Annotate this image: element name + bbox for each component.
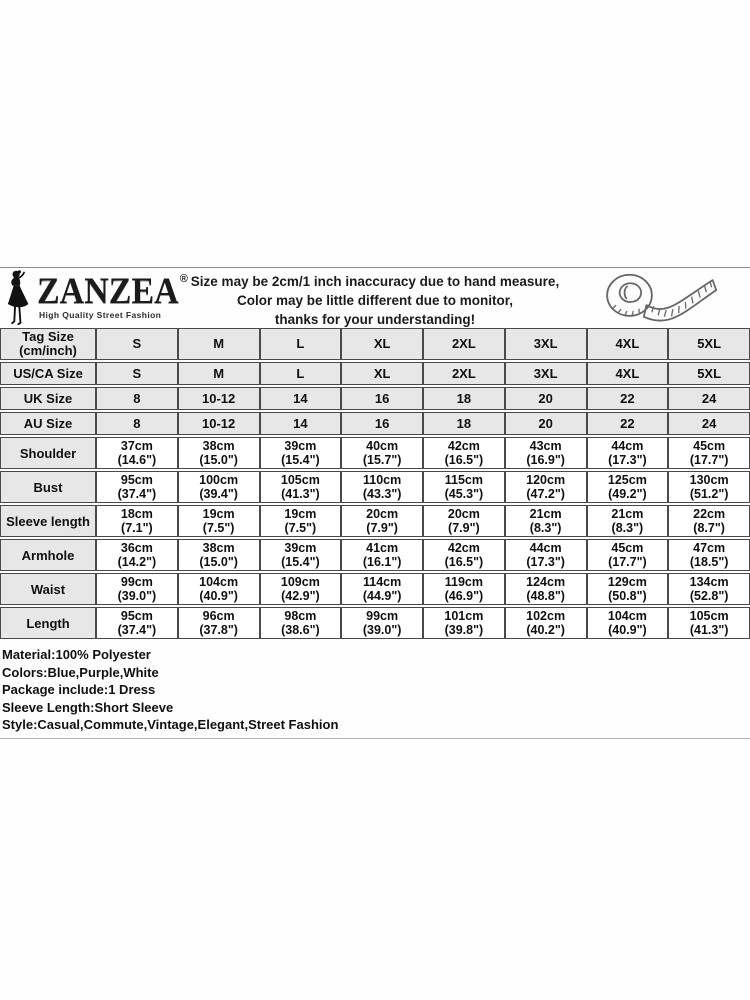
table-row bbox=[0, 607, 750, 639]
product-info-package: Package include:1 Dress bbox=[2, 682, 156, 697]
size-cell-line: (44.9") bbox=[362, 589, 402, 603]
row-label bbox=[0, 437, 96, 469]
size-cell bbox=[341, 387, 423, 410]
size-cell-line: (8.3") bbox=[529, 521, 562, 535]
size-cell bbox=[587, 607, 669, 639]
size-cell bbox=[341, 539, 423, 571]
size-cell-line: 124cm bbox=[526, 574, 566, 589]
disclaimer-line: Color may be little different due to monitor, bbox=[236, 293, 514, 308]
size-cell-line: (46.9") bbox=[444, 589, 484, 603]
table-row bbox=[0, 539, 750, 571]
size-cell-line: 3XL bbox=[533, 366, 558, 381]
row-label-line: AU Size bbox=[23, 416, 73, 431]
size-cell-line: (40.9") bbox=[608, 623, 647, 637]
size-cell bbox=[587, 412, 669, 435]
size-cell bbox=[505, 505, 587, 537]
size-cell-line: 10-12 bbox=[202, 391, 236, 406]
size-cell bbox=[505, 539, 587, 571]
size-cell-line: (37.8") bbox=[199, 623, 238, 637]
size-cell bbox=[505, 607, 587, 639]
size-chart-table bbox=[0, 326, 750, 641]
size-cell-line: 20 bbox=[538, 416, 553, 431]
size-cell-line: 104cm bbox=[199, 574, 239, 589]
size-cell bbox=[668, 412, 750, 435]
product-info bbox=[2, 646, 338, 734]
size-cell-line: (37.4") bbox=[117, 487, 157, 501]
size-cell-line: (39.0") bbox=[362, 623, 402, 637]
size-cell bbox=[260, 387, 342, 410]
size-cell bbox=[341, 573, 423, 605]
size-cell-line: (7.5") bbox=[202, 521, 235, 535]
table-row bbox=[0, 471, 750, 503]
size-cell bbox=[587, 387, 669, 410]
size-cell bbox=[668, 607, 750, 639]
header bbox=[0, 269, 750, 325]
row-label bbox=[0, 328, 96, 360]
size-cell-line: (15.0") bbox=[199, 453, 238, 467]
brand-text-block bbox=[37, 271, 188, 320]
size-cell bbox=[178, 573, 260, 605]
size-cell-line: 18 bbox=[456, 416, 472, 431]
size-cell-line: (16.5") bbox=[444, 453, 484, 467]
size-cell-line: 20 bbox=[538, 391, 553, 406]
size-cell-line: 22cm bbox=[693, 506, 726, 521]
size-cell bbox=[423, 362, 505, 385]
size-cell-line: (8.7") bbox=[693, 521, 725, 535]
size-cell bbox=[668, 539, 750, 571]
row-label bbox=[0, 573, 96, 605]
size-cell bbox=[341, 412, 423, 435]
size-cell-line: (8.3") bbox=[611, 521, 644, 535]
size-cell-line: (17.3") bbox=[526, 555, 565, 569]
size-cell-line: (48.8") bbox=[526, 589, 565, 603]
size-cell bbox=[260, 362, 342, 385]
table-row bbox=[0, 573, 750, 605]
size-cell-line: 134cm bbox=[689, 574, 729, 589]
size-cell-line: (16.5") bbox=[444, 555, 484, 569]
size-cell-line: L bbox=[296, 336, 305, 351]
size-cell-line: 3XL bbox=[533, 336, 558, 351]
size-cell bbox=[505, 328, 587, 360]
row-label bbox=[0, 539, 96, 571]
table-row bbox=[0, 437, 750, 469]
size-cell bbox=[96, 505, 178, 537]
size-cell-line: XL bbox=[373, 366, 391, 381]
size-cell-line: 130cm bbox=[689, 472, 729, 487]
size-cell bbox=[587, 362, 669, 385]
size-cell bbox=[178, 328, 260, 360]
size-cell bbox=[505, 573, 587, 605]
size-cell-line: 45cm bbox=[611, 540, 644, 555]
size-cell-line: 100cm bbox=[199, 472, 239, 487]
size-cell-line: 129cm bbox=[607, 574, 647, 589]
size-cell-line: 21cm bbox=[611, 506, 644, 521]
size-cell-line: 5XL bbox=[697, 366, 722, 381]
size-cell bbox=[96, 573, 178, 605]
size-cell bbox=[505, 362, 587, 385]
size-cell bbox=[178, 412, 260, 435]
size-cell-line: 115cm bbox=[444, 472, 483, 487]
size-cell-line: 98cm bbox=[284, 608, 317, 623]
size-cell bbox=[505, 387, 587, 410]
size-cell-line: 2XL bbox=[451, 366, 476, 381]
size-cell bbox=[341, 437, 423, 469]
size-cell-line: (38.6") bbox=[281, 623, 320, 637]
size-cell bbox=[668, 362, 750, 385]
size-cell bbox=[96, 328, 178, 360]
size-cell-line: 95cm bbox=[120, 608, 153, 623]
table-row bbox=[0, 362, 750, 385]
size-cell bbox=[423, 539, 505, 571]
size-cell-line: M bbox=[213, 336, 225, 351]
size-cell bbox=[96, 607, 178, 639]
size-cell-line: (37.4") bbox=[117, 623, 157, 637]
size-cell-line: 44cm bbox=[611, 438, 644, 453]
brand-logo bbox=[4, 270, 188, 325]
size-cell-line: (16.9") bbox=[526, 453, 565, 467]
size-cell-line: 96cm bbox=[202, 608, 235, 623]
size-cell-line: 18 bbox=[456, 391, 472, 406]
row-label bbox=[0, 471, 96, 503]
size-cell bbox=[178, 387, 260, 410]
size-cell-line: (7.1") bbox=[121, 521, 153, 535]
product-info-sleeve-length: Sleeve Length:Short Sleeve bbox=[2, 699, 174, 715]
product-info-colors: Colors:Blue,Purple,White bbox=[2, 664, 159, 680]
size-cell-line: (39.0") bbox=[117, 589, 157, 603]
size-cell bbox=[423, 328, 505, 360]
size-cell-line: (45.3") bbox=[444, 487, 484, 501]
size-cell-line: 102cm bbox=[526, 608, 566, 623]
disclaimer-line: Size may be 2cm/1 inch inaccuracy due to hand measure, bbox=[190, 274, 560, 289]
size-cell-line: 42cm bbox=[447, 540, 480, 555]
size-cell-line: 41cm bbox=[366, 540, 399, 555]
size-cell bbox=[587, 437, 669, 469]
size-cell-line: 104cm bbox=[607, 608, 647, 623]
size-cell-line: (42.9") bbox=[281, 589, 320, 603]
registered-trademark-icon: ® bbox=[179, 273, 188, 285]
size-cell-line: 19cm bbox=[284, 506, 317, 521]
size-cell-line: 5XL bbox=[697, 336, 722, 351]
size-cell-line: (15.4") bbox=[281, 453, 320, 467]
size-cell-line: 10-12 bbox=[202, 416, 236, 431]
size-cell-line: 44cm bbox=[529, 540, 562, 555]
size-cell-line: 39cm bbox=[284, 540, 317, 555]
size-cell bbox=[96, 412, 178, 435]
disclaimer-line: thanks for your understanding! bbox=[274, 312, 476, 327]
size-cell-line: (7.5") bbox=[284, 521, 317, 535]
size-cell-line: 20cm bbox=[366, 506, 399, 521]
size-cell-line: 36cm bbox=[120, 540, 153, 555]
size-cell bbox=[587, 573, 669, 605]
size-cell bbox=[423, 607, 505, 639]
row-label-line: Shoulder bbox=[19, 445, 77, 461]
size-cell-line: S bbox=[132, 366, 142, 381]
product-info-material: Material:100% Polyester bbox=[2, 647, 151, 662]
size-cell-line: 99cm bbox=[366, 608, 399, 623]
size-cell-line: S bbox=[132, 336, 142, 351]
size-cell-line: 8 bbox=[133, 391, 141, 406]
size-cell-line: 95cm bbox=[120, 472, 153, 487]
size-cell-line: 99cm bbox=[120, 574, 153, 589]
size-cell bbox=[260, 328, 342, 360]
size-cell bbox=[178, 471, 260, 503]
table-row bbox=[0, 387, 750, 410]
size-cell-line: (50.8") bbox=[608, 589, 647, 603]
size-cell-line: (52.8") bbox=[689, 589, 729, 603]
size-cell bbox=[341, 362, 423, 385]
size-cell-line: 16 bbox=[374, 416, 390, 431]
size-cell-line: 114cm bbox=[363, 574, 402, 589]
size-cell bbox=[505, 412, 587, 435]
size-cell-line: 21cm bbox=[529, 506, 562, 521]
size-cell-line: (41.3") bbox=[689, 623, 729, 637]
size-cell bbox=[423, 573, 505, 605]
size-cell bbox=[260, 607, 342, 639]
size-cell bbox=[96, 362, 178, 385]
row-label-line: Waist bbox=[30, 581, 66, 597]
size-cell-line: 38cm bbox=[202, 540, 235, 555]
size-cell-line: (14.6") bbox=[117, 453, 157, 467]
size-cell-line: 119cm bbox=[444, 574, 483, 589]
size-cell-line: 105cm bbox=[689, 608, 729, 623]
size-cell bbox=[423, 505, 505, 537]
size-cell bbox=[260, 412, 342, 435]
size-cell bbox=[260, 505, 342, 537]
size-cell bbox=[505, 471, 587, 503]
size-cell-line: 4XL bbox=[615, 336, 640, 351]
row-label-line: Sleeve length bbox=[6, 513, 90, 529]
size-cell-line: 24 bbox=[701, 391, 717, 406]
size-cell bbox=[178, 539, 260, 571]
size-cell-line: 120cm bbox=[526, 472, 566, 487]
brand-tagline: High Quality Street Fashion bbox=[39, 310, 162, 320]
size-cell bbox=[178, 362, 260, 385]
size-cell-line: 18cm bbox=[120, 506, 153, 521]
size-cell bbox=[341, 607, 423, 639]
size-cell-line: 4XL bbox=[615, 366, 640, 381]
size-cell bbox=[96, 471, 178, 503]
row-label-line: (cm/inch) bbox=[19, 343, 77, 358]
row-label-line: UK Size bbox=[23, 391, 73, 406]
product-info-style: Style:Casual,Commute,Vintage,Elegant,Street Fashion bbox=[2, 717, 339, 732]
row-label bbox=[0, 505, 96, 537]
size-cell bbox=[178, 437, 260, 469]
size-cell-line: 22 bbox=[620, 416, 635, 431]
size-cell-line: 8 bbox=[133, 416, 141, 431]
size-cell bbox=[96, 539, 178, 571]
size-cell bbox=[668, 471, 750, 503]
size-cell-line: (49.2") bbox=[608, 487, 647, 501]
bottom-divider bbox=[0, 738, 750, 739]
row-label-line: Length bbox=[26, 615, 70, 631]
size-cell-line: 16 bbox=[374, 391, 390, 406]
size-cell-line: 22 bbox=[620, 391, 635, 406]
size-cell-line: 19cm bbox=[202, 506, 235, 521]
row-label-line: Bust bbox=[33, 479, 63, 495]
size-cell-line: (17.3") bbox=[608, 453, 647, 467]
size-cell bbox=[423, 387, 505, 410]
size-cell-line: 38cm bbox=[202, 438, 235, 453]
size-cell-line: (39.8") bbox=[444, 623, 484, 637]
size-cell bbox=[505, 437, 587, 469]
size-cell-line: 105cm bbox=[280, 472, 320, 487]
size-cell-line: (43.3") bbox=[362, 487, 402, 501]
size-cell bbox=[423, 412, 505, 435]
table-row bbox=[0, 412, 750, 435]
size-cell-line: (15.0") bbox=[199, 555, 238, 569]
size-cell bbox=[96, 437, 178, 469]
table-row bbox=[0, 505, 750, 537]
brand-name: ZANZEA bbox=[37, 271, 179, 312]
size-cell bbox=[178, 505, 260, 537]
size-cell-line: (51.2") bbox=[689, 487, 729, 501]
size-cell-line: 125cm bbox=[607, 472, 647, 487]
size-cell-line: (15.7") bbox=[362, 453, 402, 467]
size-cell-line: M bbox=[213, 366, 225, 381]
size-cell-line: (47.2") bbox=[526, 487, 565, 501]
row-label-line: Tag Size bbox=[22, 329, 74, 344]
size-cell-line: (7.9") bbox=[448, 521, 480, 535]
woman-silhouette-icon bbox=[4, 270, 34, 325]
size-cell-line: (41.3") bbox=[281, 487, 320, 501]
size-cell-line: 24 bbox=[701, 416, 717, 431]
size-cell bbox=[178, 607, 260, 639]
size-table-body bbox=[0, 328, 750, 639]
row-label-line: Armhole bbox=[21, 547, 75, 563]
size-cell-line: XL bbox=[373, 336, 391, 351]
size-cell-line: 14 bbox=[293, 391, 308, 406]
size-cell bbox=[668, 573, 750, 605]
size-cell-line: 110cm bbox=[363, 472, 402, 487]
size-cell-line: 37cm bbox=[120, 438, 153, 453]
size-cell-line: (14.2") bbox=[117, 555, 157, 569]
size-cell bbox=[423, 437, 505, 469]
size-cell bbox=[587, 328, 669, 360]
size-cell-line: (7.9") bbox=[366, 521, 398, 535]
size-cell bbox=[587, 505, 669, 537]
size-cell bbox=[260, 471, 342, 503]
size-cell-line: 101cm bbox=[444, 608, 484, 623]
size-cell bbox=[668, 328, 750, 360]
size-cell bbox=[260, 539, 342, 571]
size-cell bbox=[587, 539, 669, 571]
row-label bbox=[0, 362, 96, 385]
size-cell bbox=[341, 328, 423, 360]
size-cell bbox=[668, 387, 750, 410]
size-cell-line: (15.4") bbox=[281, 555, 320, 569]
size-cell bbox=[96, 387, 178, 410]
row-label bbox=[0, 607, 96, 639]
size-cell-line: (40.2") bbox=[526, 623, 565, 637]
size-cell bbox=[341, 471, 423, 503]
size-cell bbox=[668, 505, 750, 537]
size-cell-line: 109cm bbox=[280, 574, 320, 589]
size-cell-line: (40.9") bbox=[199, 589, 238, 603]
size-cell bbox=[260, 437, 342, 469]
size-cell bbox=[260, 573, 342, 605]
row-label-line: US/CA Size bbox=[13, 366, 83, 381]
size-cell-line: 2XL bbox=[451, 336, 476, 351]
row-label bbox=[0, 412, 96, 435]
size-cell-line: 20cm bbox=[447, 506, 480, 521]
size-cell bbox=[423, 471, 505, 503]
size-cell-line: 43cm bbox=[529, 438, 562, 453]
size-cell-line: (17.7") bbox=[608, 555, 647, 569]
size-cell bbox=[587, 471, 669, 503]
table-row bbox=[0, 328, 750, 360]
size-cell-line: (17.7") bbox=[689, 453, 729, 467]
row-label bbox=[0, 387, 96, 410]
size-cell bbox=[668, 437, 750, 469]
size-disclaimer bbox=[175, 272, 575, 329]
size-cell-line: 40cm bbox=[366, 438, 399, 453]
size-cell-line: 45cm bbox=[693, 438, 726, 453]
size-cell-line: 47cm bbox=[693, 540, 726, 555]
size-cell-line: 39cm bbox=[284, 438, 317, 453]
size-cell-line: 42cm bbox=[447, 438, 480, 453]
size-cell-line: L bbox=[296, 366, 305, 381]
size-cell bbox=[341, 505, 423, 537]
size-cell-line: (16.1") bbox=[362, 555, 402, 569]
size-cell-line: 14 bbox=[293, 416, 308, 431]
size-cell-line: (18.5") bbox=[689, 555, 729, 569]
size-cell-line: (39.4") bbox=[199, 487, 238, 501]
